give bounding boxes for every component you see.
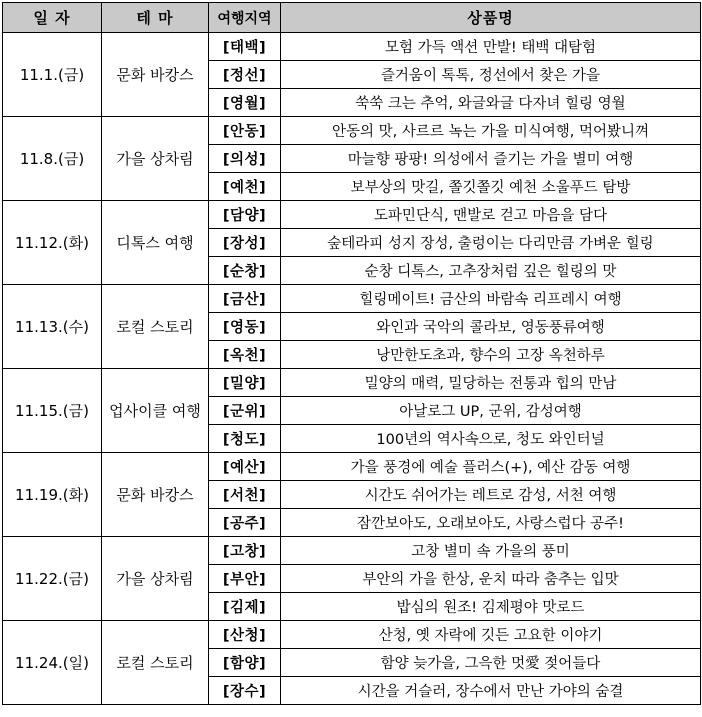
region-cell: [함양] [209,649,281,677]
product-name-cell: 낭만한도초과, 향수의 고장 옥천하루 [281,341,701,369]
date-cell: 11.19.(화) [3,453,102,537]
product-name-cell: 숲테라피 성지 장성, 출렁이는 다리만큼 가벼운 힐링 [281,229,701,257]
theme-cell: 업사이클 여행 [102,369,209,453]
product-name-cell: 함양 늦가을, 그윽한 멋愛 젖어들다 [281,649,701,677]
theme-cell: 로컬 스토리 [102,621,209,705]
product-name-cell: 안동의 맛, 사르르 녹는 가을 미식여행, 먹어봤니껴 [281,117,701,145]
product-name-cell: 밀양의 매력, 밀당하는 전통과 힙의 만남 [281,369,701,397]
table-header [3,3,701,33]
region-cell: [공주] [209,509,281,537]
region-cell: [고창] [209,537,281,565]
product-name-cell: 와인과 국악의 콜라보, 영동풍류여행 [281,313,701,341]
table-row [3,453,701,481]
date-cell: 11.22.(금) [3,537,102,621]
product-name-cell: 시간도 쉬어가는 레트로 감성, 서천 여행 [281,481,701,509]
region-cell: [예천] [209,173,281,201]
table-row [3,117,701,145]
region-column-header: 여행지역 [209,3,281,33]
region-cell: [청도] [209,425,281,453]
table-row [3,369,701,397]
table-row [3,285,701,313]
region-cell: [정선] [209,61,281,89]
region-cell: [장성] [209,229,281,257]
theme-cell: 가을 상차림 [102,117,209,201]
product-name-cell: 잠깐보아도, 오래보아도, 사랑스럽다 공주! [281,509,701,537]
table-row [3,621,701,649]
product-name-cell: 고창 별미 속 가을의 풍미 [281,537,701,565]
date-cell: 11.8.(금) [3,117,102,201]
product-name-cell: 부안의 가을 한상, 운치 따라 춤추는 입맛 [281,565,701,593]
table-row [3,537,701,565]
region-cell: [의성] [209,145,281,173]
region-cell: [순창] [209,257,281,285]
date-column-header: 일 자 [3,3,102,33]
region-cell: [담양] [209,201,281,229]
table-row [3,33,701,61]
theme-cell: 디톡스 여행 [102,201,209,285]
product-name-cell: 즐거움이 톡톡, 정선에서 찾은 가을 [281,61,701,89]
product-name-cell: 힐링메이트! 금산의 바람속 리프레시 여행 [281,285,701,313]
theme-cell: 로컬 스토리 [102,285,209,369]
date-cell: 11.13.(수) [3,285,102,369]
region-cell: [김제] [209,593,281,621]
table-row [3,201,701,229]
product-name-cell: 아날로그 UP, 군위, 감성여행 [281,397,701,425]
product-name-cell: 마늘향 팡팡! 의성에서 즐기는 가을 별미 여행 [281,145,701,173]
region-cell: [예산] [209,453,281,481]
region-cell: [장수] [209,677,281,705]
product-name-cell: 산청, 옛 자락에 깃든 고요한 이야기 [281,621,701,649]
region-cell: [안동] [209,117,281,145]
product-name-cell: 시간을 거슬러, 장수에서 만난 가야의 숨결 [281,677,701,705]
table-body [3,33,701,705]
region-cell: [산청] [209,621,281,649]
date-cell: 11.1.(금) [3,33,102,117]
theme-column-header: 테 마 [102,3,209,33]
region-cell: [군위] [209,397,281,425]
region-cell: [금산] [209,285,281,313]
header-row [3,3,701,33]
region-cell: [태백] [209,33,281,61]
product-name-cell: 보부상의 맛길, 쫄깃쫄깃 예천 소울푸드 탐방 [281,173,701,201]
date-cell: 11.15.(금) [3,369,102,453]
product-name-cell: 100년의 역사속으로, 청도 와인터널 [281,425,701,453]
theme-cell: 문화 바캉스 [102,33,209,117]
product-name-cell: 가을 풍경에 예술 플러스(+), 예산 감동 여행 [281,453,701,481]
region-cell: [옥천] [209,341,281,369]
theme-cell: 문화 바캉스 [102,453,209,537]
region-cell: [밀양] [209,369,281,397]
region-cell: [영동] [209,313,281,341]
date-cell: 11.24.(일) [3,621,102,705]
region-cell: [부안] [209,565,281,593]
date-cell: 11.12.(화) [3,201,102,285]
product-name-cell: 순창 디톡스, 고추장처럼 깊은 힐링의 맛 [281,257,701,285]
tour-schedule-table [2,2,701,705]
region-cell: [영월] [209,89,281,117]
theme-cell: 가을 상차림 [102,537,209,621]
product-name-cell: 도파민단식, 맨발로 걷고 마음을 담다 [281,201,701,229]
product-name-cell: 밥심의 원조! 김제평야 맛로드 [281,593,701,621]
region-cell: [서천] [209,481,281,509]
product-name-cell: 쑥쑥 크는 추억, 와글와글 다자녀 힐링 영월 [281,89,701,117]
product-name-cell: 모험 가득 액션 만발! 태백 대탐험 [281,33,701,61]
product-column-header: 상품명 [281,3,701,33]
